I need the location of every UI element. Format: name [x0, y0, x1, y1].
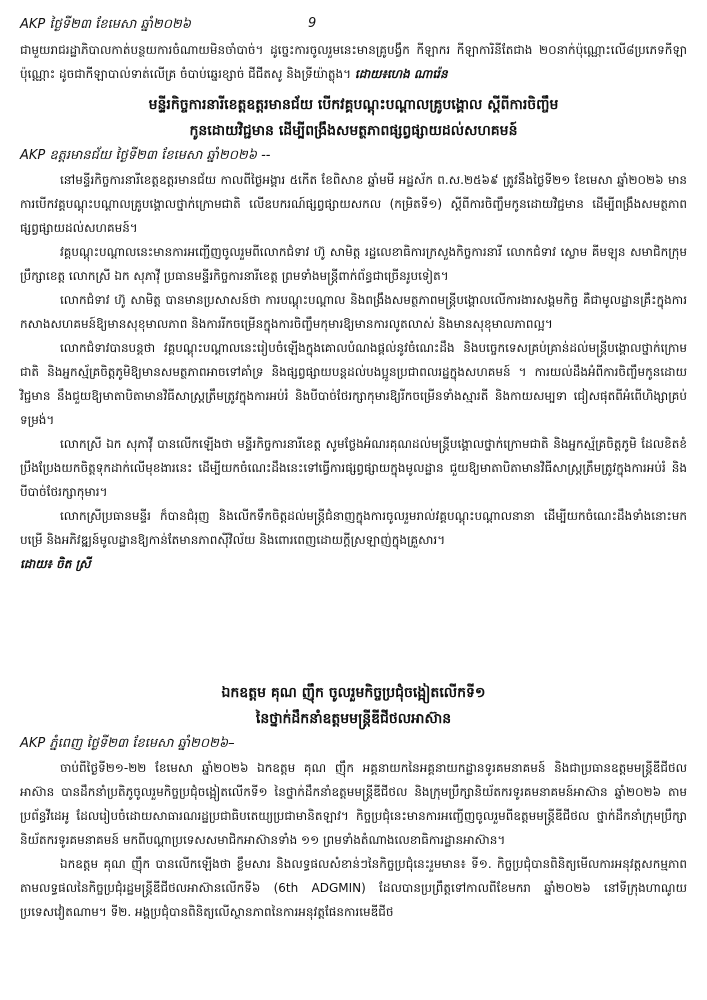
article-1-byline: ដោយ៖ ចិត ស្រី	[20, 557, 91, 571]
page-header	[20, 16, 690, 38]
article-2-paragraph: ចាប់ពីថ្ងៃទី២១-២២ ខែមេសា ឆ្នាំ២០២៦ ឯកឧត្តម គុណ ញ៉ឹក អគ្គនាយកនៃអគ្គនាយកដ្ឋានទូរគមនាគមន៍ និងជាប្រធានឧត្តមមន្ត្រីឌីជីថលអាស៊ាន បានដឹកនាំប្រតិភូចូលរួមកិច្ចប្រជុំចង្អៀតលើកទី១ នៃថ្នាក់ដឹកនាំឧត្តមមន្ត្រីឌីជីថល និងក្រុមប្រឹក្សានិយ័តករទូរគមនាគមន៍អាស៊ាន ឆ្នាំ២០២៦ តាមប្រព័ន្ធវីដេអូ ដែលរៀបចំដោយសាធារណរដ្ឋប្រជាធិបតេយ្យប្រជាមានិតឡាវ។ កិច្ចប្រជុំនេះមានការអញ្ជើញចូលរួមពីឧត្តមមន្ត្រីឌីជីថល ថ្នាក់ដឹកនាំក្រុមប្រឹក្សានិយ័តករទូរគមនាគមន៍ មកពីបណ្តាប្រទេសសមាជិកអាស៊ានទាំង ១១ ព្រមទាំងតំណាងលេខាធិការដ្ឋានអាស៊ាន។	[20, 761, 687, 847]
article-1-paragraph: លោកស្រីប្រធានមន្ទីរ ក៏បានជំរុញ និងលើកទឹកចិត្តដល់មន្ត្រីជំនាញក្នុងការចូលរួមរាល់វគ្គបណ្តុះបណ្តាលនានា ដើម្បីយកចំណេះដឹងទាំងនោះមកបម្រើ និងអភិវឌ្ឍន៍មូលដ្ឋានឱ្យកាន់តែមានភាពស៊ីវិល័យ និងពោរពេញដោយក្តីស្រឡាញ់ក្នុងគ្រួសារ។	[20, 509, 687, 547]
article-2-dateline: AKP ភ្នំពេញ ថ្ងៃទី២៣ ខែមេសា ឆ្នាំ២០២៦–	[20, 736, 235, 751]
header-dateline: AKP ថ្ងៃទី២៣ ខែមេសា ឆ្នាំ២០២៦	[20, 17, 191, 32]
intro-block	[20, 38, 687, 86]
intro-text: ជាមួយរាជរដ្ឋាភិបាលកាត់បន្ថយការចំណាយមិនចាំបាច់។ ដូច្នេះការចូលរួមនេះមានគ្រូបង្វឹក កីឡាករ កីឡាការិនីតែជាង ២០នាក់ប៉ុណ្ណោះលើ៨ប្រភេទកីឡាប៉ុណ្ណោះ ដូចជាកីឡាបាល់ទាត់លើគ្រ ចំបាប់ឆ្នេរខ្សាច់ ជីជីតសូ និងទ្រីយ៉ាត្លុង។	[20, 43, 687, 81]
article-1-paragraph: លោកស្រី ឯក សុភាវ៉ី បានលើកឡើងថា មន្ទីរកិច្ចការនារីខេត្ត សូមថ្លែងអំណរគុណដល់មន្ត្រីបង្គោលថ្នាក់ក្រោមជាតិ និងអ្នកស្ម័គ្រចិត្តភូមិ ដែលខិតខំប្រឹងប្រែងយកចិត្តទុកដាក់លើមុខងារនេះ ដើម្បីយកចំណេះដឹងនេះទៅធ្វើការផ្សព្វផ្សាយក្នុងមូលដ្ឋាន ជួយឱ្យមាតាបិតាមានវិធីសាស្ត្រត្រឹមត្រូវក្នុងការអប់រំ និងបីបាច់ថែរក្សាកុមារ។	[20, 437, 687, 499]
article-2-paragraph: ឯកឧត្តម គុណ ញ៉ឹក បានលើកឡើងថា ខ្លឹមសារ និងលទ្ធផលសំខាន់ៗនៃកិច្ចប្រជុំនេះរួមមាន៖ ទី១. កិច្ចប្រជុំបានពិនិត្យមើលការអនុវត្តសកម្មភាពតាមលទ្ធផលនៃកិច្ចប្រជុំរដ្ឋមន្ត្រីឌីជីថលអាស៊ានលើកទី៦ (6th ADGMIN) ដែលបានប្រព្រឹត្តទៅកាលពីខែមករា ឆ្នាំ២០២៦ នៅទីក្រុងហាណូយ ប្រទេសវៀតណាម។ ទី២. អង្គប្រជុំបានពិនិត្យលើស្ថានភាពនៃការអនុវត្តផែនការមេឌីជីថ	[20, 857, 687, 919]
article-2-title-line-1: ឯកឧត្តម គុណ ញ៉ឹក ចូលរួមកិច្ចប្រជុំចង្អៀតលើកទី១	[221, 685, 486, 701]
article-1-paragraph: នៅមន្ទីរកិច្ចការនារីខេត្តឧត្តរមានជ័យ កាលពីថ្ងៃអង្គារ ៥កើត ខែពិសាខ ឆ្នាំមមី អដ្ឋស័ក ព.ស.២៥៦៩ ត្រូវនឹងថ្ងៃទី២១ ខែមេសា ឆ្នាំ២០២៦ មានការបើកវគ្គបណ្តុះបណ្តាលគ្រូបង្គោលថ្នាក់ក្រោមជាតិ លើឧបករណ៍ផ្សព្វផ្សាយសកល (កម្រិតទី១) ស្តីពីការចិញ្ចឹមកូនដោយវិជ្ជមាន ដើម្បីពង្រឹងសមត្ថភាពផ្សព្វផ្សាយដល់សហគមន៍។	[20, 173, 687, 235]
intro-paragraph	[20, 38, 687, 86]
article-2-title-line-2: នៃថ្នាក់ដឹកនាំឧត្តមមន្ត្រីឌីជីថលអាស៊ាន	[255, 711, 452, 727]
article-1-dateline: AKP ឧត្តរមានជ័យ ថ្ងៃទី២៣ ខែមេសា ឆ្នាំ២០២៦ --	[20, 148, 271, 163]
article-1-paragraph: លោកជំទាវ ហ៊ូ សាមិត្ត បានមានប្រសាសន៍ថា ការបណ្តុះបណ្តាល និងពង្រឹងសមត្ថភាពមន្ត្រីបង្គោលលើការងារសង្គមកិច្ច គឺជាមូលដ្ឋានគ្រឹះក្នុងការកសាងសហគមន៍ឱ្យមានសុខុមាលភាព និងការរីកចម្រើនក្នុងការចិញ្ចឹមកុមារឱ្យមានការលូតលាស់ និងមានសុខុមាលភាពល្អ។	[20, 293, 687, 331]
article-1-paragraph: វគ្គបណ្តុះបណ្តាលនេះមានការអញ្ជើញចូលរួមពីលោកជំទាវ ហ៊ូ សាមិត្ត រដ្ឋលេខាធិការក្រសួងកិច្ចការនារី លោកជំទាវ ស្លោម គីមឡុន សមាជិកក្រុមប្រឹក្សាខេត្ត លោកស្រី ឯក សុភាវ៉ី ប្រធានមន្ទីរកិច្ចការនារីខេត្ត ព្រមទាំងមន្ត្រីពាក់ព័ន្ធជាច្រើនរូបទៀត។	[20, 245, 687, 283]
page-number: 9	[308, 16, 317, 31]
article-2	[20, 680, 687, 924]
article-1	[20, 92, 687, 576]
article-1-title-line-2: កូនដោយវិជ្ជមាន ដើម្បីពង្រឹងសមត្ថភាពផ្សព្វផ្សាយដល់សហគមន៍	[189, 123, 518, 139]
article-1-paragraph: លោកជំទាវបានបន្តថា វគ្គបណ្តុះបណ្តាលនេះរៀបចំឡើងក្នុងគោលបំណងផ្តល់នូវចំណេះដឹង និងបច្ចេកទេសគ្រប់គ្រាន់ដល់មន្ត្រីបង្គោលថ្នាក់ក្រោមជាតិ និងអ្នកស្ម័គ្រចិត្តភូមិឱ្យមានសមត្ថភាពអាចទៅគាំទ្រ និងផ្សព្វផ្សាយបន្តដល់បងប្អូនប្រជាពលរដ្ឋក្នុងសហគមន៍ ។ ការយល់ដឹងអំពីការចិញ្ចឹមកូនដោយវិជ្ជមាន នឹងជួយឱ្យមាតាបិតាមានវិធីសាស្ត្រត្រឹមត្រូវក្នុងការអប់រំ និងបីបាច់ថែរក្សាកុមារឱ្យរីកចម្រើនទាំងស្មារតី និងកាយសម្បទា ជៀសផុតពីអំពើហិង្សាគ្រប់ទម្រង់។	[20, 341, 687, 427]
article-1-title-line-1: មន្ទីរកិច្ចការនារីខេត្តឧត្តរមានជ័យ បើកវគ្គបណ្តុះបណ្តាលគ្រូបង្គោល ស្តីពីការចិញ្ចឹម	[148, 97, 559, 113]
intro-byline: ដោយ៖ហេង ណារ៉េន	[354, 67, 448, 81]
